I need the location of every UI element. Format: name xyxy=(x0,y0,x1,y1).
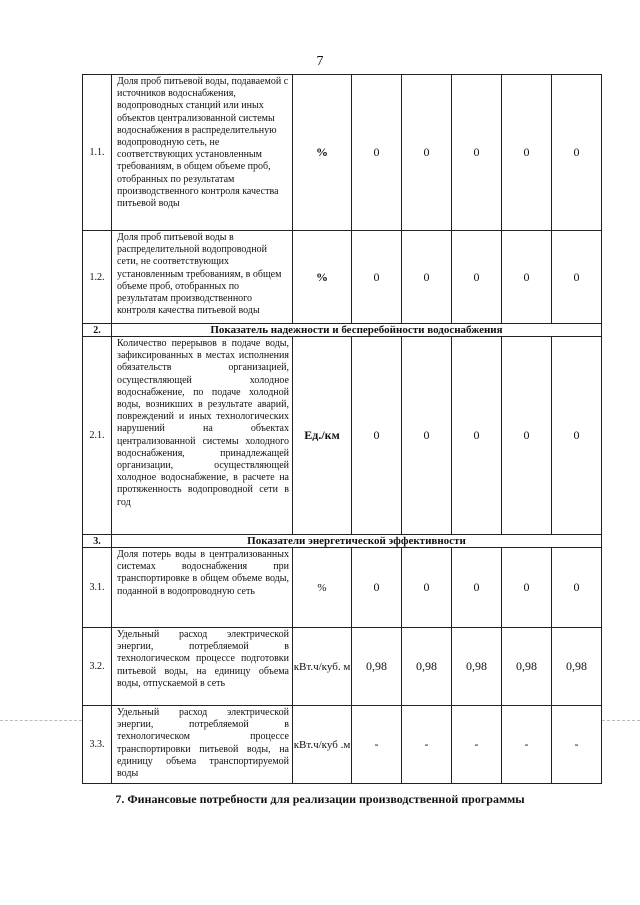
indicator-name: Доля потерь воды в централизованных системах водоснабжения при транспортировке в общем объеме воды, поданной в водопроводную сеть xyxy=(112,548,293,628)
section-row xyxy=(83,535,602,548)
section-title: Показатель надежности и бесперебойности водоснабжения xyxy=(112,324,602,337)
table-row xyxy=(83,75,602,231)
value-cell: 0 xyxy=(502,75,552,231)
value-cell: 0 xyxy=(402,548,452,628)
section-title: Показатели энергетической эффективности xyxy=(112,535,602,548)
indicator-name: Доля проб питьевой воды в распределительной водопроводной сети, не соответствующих установленным требованиям, в общем объеме проб, отобранных по результатам производственного контроля качества питьевой воды xyxy=(112,231,293,324)
row-number: 3.1. xyxy=(83,548,112,628)
unit-cell: кВт.ч/куб. м xyxy=(293,628,352,706)
scan-fold-line xyxy=(602,720,640,721)
unit-cell: % xyxy=(293,75,352,231)
value-cell: 0 xyxy=(402,75,452,231)
value-cell: 0 xyxy=(452,337,502,535)
value-cell: 0,98 xyxy=(452,628,502,706)
unit-cell: % xyxy=(293,548,352,628)
table-row xyxy=(83,231,602,324)
unit-cell: Ед./км xyxy=(293,337,352,535)
indicator-name: Доля проб питьевой воды, подаваемой с источников водоснабжения, водопроводных станций или иных объектов централизованной системы водоснабжения в распределительную водопроводную сеть, не соответствующих установленным требованиям, в общем объеме проб, отобранных по результатам производственного контроля качества питьевой воды xyxy=(112,75,293,231)
table-row xyxy=(83,337,602,535)
value-cell: 0 xyxy=(352,548,402,628)
table-row xyxy=(83,706,602,784)
table-row xyxy=(83,548,602,628)
table-row xyxy=(83,628,602,706)
value-cell: 0 xyxy=(552,337,602,535)
value-cell: 0 xyxy=(352,337,402,535)
value-cell: 0,98 xyxy=(552,628,602,706)
page-number: 7 xyxy=(316,54,324,69)
indicator-name: Удельный расход электрической энергии, потребляемой в технологическом процессе транспортировки питьевой воды, на единицу объема транспортируемой воды xyxy=(112,706,293,784)
section-number: 2. xyxy=(83,324,112,337)
value-cell: - xyxy=(452,706,502,784)
row-number: 3.2. xyxy=(83,628,112,706)
indicators-table xyxy=(82,74,602,784)
scan-fold-line xyxy=(0,720,82,721)
value-cell: 0,98 xyxy=(402,628,452,706)
value-cell: - xyxy=(502,706,552,784)
value-cell: 0 xyxy=(452,231,502,324)
value-cell: 0 xyxy=(402,231,452,324)
value-cell: 0 xyxy=(402,337,452,535)
row-number: 1.2. xyxy=(83,231,112,324)
row-number: 1.1. xyxy=(83,75,112,231)
value-cell: - xyxy=(352,706,402,784)
value-cell: 0 xyxy=(502,231,552,324)
section-number: 3. xyxy=(83,535,112,548)
value-cell: 0 xyxy=(552,548,602,628)
value-cell: 0 xyxy=(502,548,552,628)
value-cell: 0 xyxy=(452,75,502,231)
indicator-name: Удельный расход электрической энергии, потребляемой в технологическом процессе подготовки питьевой воды, на единицу объема воды, отпускаемой в сеть xyxy=(112,628,293,706)
row-number: 3.3. xyxy=(83,706,112,784)
value-cell: 0,98 xyxy=(352,628,402,706)
value-cell: 0 xyxy=(552,231,602,324)
unit-cell: % xyxy=(293,231,352,324)
value-cell: 0 xyxy=(352,75,402,231)
section-heading: 7. Финансовые потребности для реализации производственной программы xyxy=(115,792,525,806)
value-cell: - xyxy=(552,706,602,784)
section-row xyxy=(83,324,602,337)
value-cell: 0 xyxy=(502,337,552,535)
row-number: 2.1. xyxy=(83,337,112,535)
value-cell: 0 xyxy=(452,548,502,628)
value-cell: 0,98 xyxy=(502,628,552,706)
unit-cell: кВт.ч/куб .м xyxy=(293,706,352,784)
indicator-name: Количество перерывов в подаче воды, зафиксированных в местах исполнения обязательств организацией, осуществляющей холодное водоснабжение, по подаче холодной воды, возникших в результате аварий, повреждений и иных технологических нарушений на объектах централизованной системы холодного водоснабжения, принадлежащей организации, осуществляющей холодное водоснабжение, в расчете на протяженность водопроводной сети в год xyxy=(112,337,293,535)
value-cell: 0 xyxy=(552,75,602,231)
value-cell: - xyxy=(402,706,452,784)
value-cell: 0 xyxy=(352,231,402,324)
